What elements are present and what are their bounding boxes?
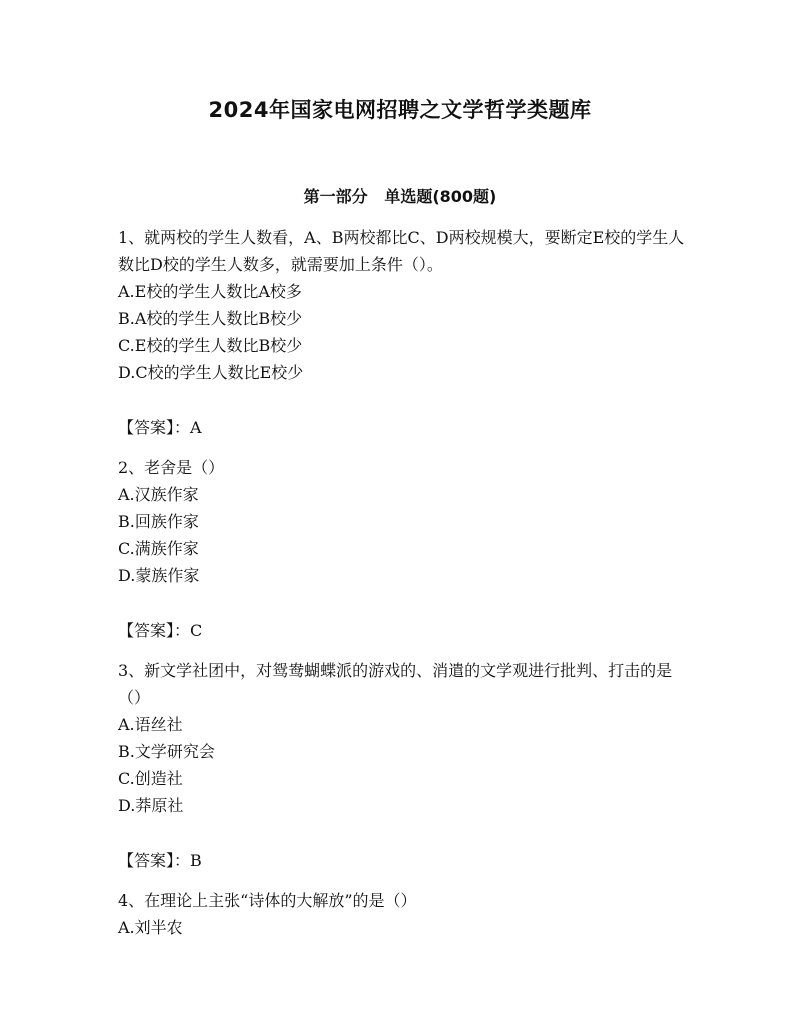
question-stem: 1、就两校的学生人数看，A、B两校都比C、D两校规模大，要断定E校的学生人数比D校的学生人数多，就需要加上条件（）。: [118, 228, 685, 274]
question-option: B.文学研究会: [118, 742, 215, 761]
answer-line: 【答案】：C: [118, 621, 203, 640]
question-option: A.刘半农: [118, 918, 183, 937]
question-option: A.语丝社: [118, 715, 183, 734]
answer-line: 【答案】：B: [118, 851, 202, 870]
question-option: B.A校的学生人数比B校少: [118, 309, 303, 328]
question-stem: 2、老舍是（）: [118, 458, 225, 477]
question-option: C.E校的学生人数比B校少: [118, 336, 303, 355]
question-option: C.满族作家: [118, 539, 199, 558]
question-item: [118, 224, 688, 441]
question-item: [118, 887, 688, 941]
question-stem: 3、新文学社团中，对鸳鸯蝴蝶派的游戏的、消遣的文学观进行批判、打击的是（）: [118, 661, 673, 707]
question-option: D.蒙族作家: [118, 566, 200, 585]
question-stem: 4、在理论上主张“诗体的大解放”的是（）: [118, 891, 417, 910]
question-item: [118, 657, 688, 874]
question-option: D.C校的学生人数比E校少: [118, 363, 304, 382]
document-title: 2024年国家电网招聘之文学哲学类题库: [208, 98, 592, 122]
answer-line: 【答案】：A: [118, 418, 202, 437]
question-item: [118, 454, 688, 644]
question-list: [118, 224, 688, 941]
question-option: A.E校的学生人数比A校多: [118, 282, 302, 301]
question-option: C.创造社: [118, 769, 183, 788]
question-option: B.回族作家: [118, 512, 199, 531]
question-option: D.莽原社: [118, 796, 184, 815]
question-option: A.汉族作家: [118, 485, 199, 504]
section-title: 第一部分 单选题(800题): [303, 187, 497, 206]
